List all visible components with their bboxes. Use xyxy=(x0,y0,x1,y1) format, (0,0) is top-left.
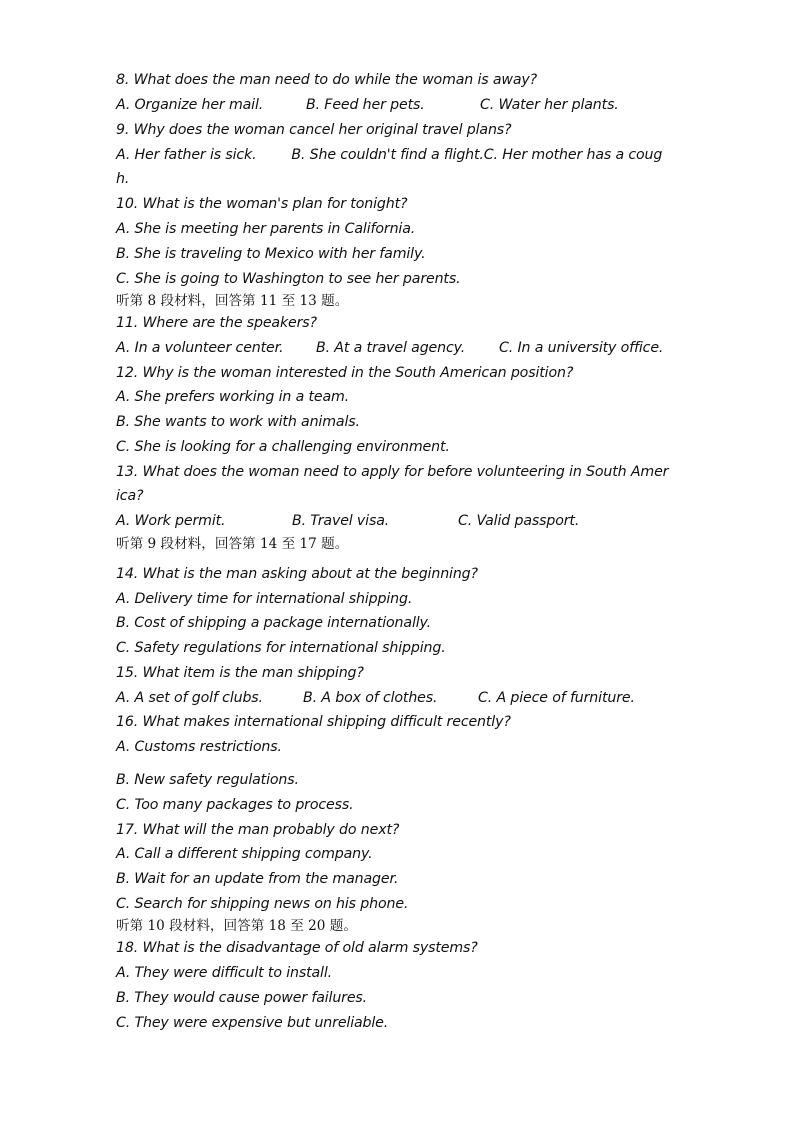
question-10-stem: 10. What is the woman's plan for tonight? xyxy=(116,196,408,212)
question-15-option-b: B. A box of clothes. xyxy=(303,690,438,706)
question-13-stem-wrap: ica? xyxy=(116,488,144,504)
question-10-option-c: C. She is going to Washington to see her parents. xyxy=(116,271,461,287)
question-16-option-a: A. Customs restrictions. xyxy=(116,739,282,755)
question-10-option-a: A. She is meeting her parents in California. xyxy=(116,221,416,237)
question-11-option-a: A. In a volunteer center. xyxy=(116,340,284,356)
question-12-option-a: A. She prefers working in a team. xyxy=(116,389,350,405)
question-8-option-c: C. Water her plants. xyxy=(480,97,619,113)
question-14-option-a: A. Delivery time for international shipping. xyxy=(116,591,413,607)
question-9-options: A. Her father is sick. B. She couldn't find a flight.C. Her mother has a coug xyxy=(116,147,663,163)
question-11-option-c: C. In a university office. xyxy=(499,340,664,356)
question-11-stem: 11. Where are the speakers? xyxy=(116,315,317,331)
question-12-stem: 12. Why is the woman interested in the South American position? xyxy=(116,365,574,381)
question-12-option-b: B. She wants to work with animals. xyxy=(116,414,360,430)
question-13-option-b: B. Travel visa. xyxy=(292,513,390,529)
question-8-stem: 8. What does the man need to do while the woman is away? xyxy=(116,72,538,88)
question-14-option-c: C. Safety regulations for international shipping. xyxy=(116,640,446,656)
question-17-option-b: B. Wait for an update from the manager. xyxy=(116,871,399,887)
question-18-option-b: B. They would cause power failures. xyxy=(116,990,368,1006)
question-11-option-b: B. At a travel agency. xyxy=(316,340,466,356)
question-12-option-c: C. She is looking for a challenging environment. xyxy=(116,439,450,455)
question-18-stem: 18. What is the disadvantage of old alarm systems? xyxy=(116,940,478,956)
question-17-option-c: C. Search for shipping news on his phone. xyxy=(116,896,409,912)
section-8-instruction: 听第 8 段材料，回答第 11 至 13 题。 xyxy=(116,293,349,309)
question-16-stem: 16. What makes international shipping difficult recently? xyxy=(116,714,511,730)
question-18-option-c: C. They were expensive but unreliable. xyxy=(116,1015,389,1031)
question-13-option-a: A. Work permit. xyxy=(116,513,226,529)
section-9-instruction: 听第 9 段材料，回答第 14 至 17 题。 xyxy=(116,536,349,552)
question-15-stem: 15. What item is the man shipping? xyxy=(116,665,364,681)
question-13-option-c: C. Valid passport. xyxy=(458,513,580,529)
question-16-option-b: B. New safety regulations. xyxy=(116,772,299,788)
question-18-option-a: A. They were difficult to install. xyxy=(116,965,332,981)
question-9-stem: 9. Why does the woman cancel her original travel plans? xyxy=(116,122,512,138)
question-15-option-a: A. A set of golf clubs. xyxy=(116,690,263,706)
question-9-option-wrap: h. xyxy=(116,171,130,187)
question-17-option-a: A. Call a different shipping company. xyxy=(116,846,373,862)
question-16-option-c: C. Too many packages to process. xyxy=(116,797,354,813)
question-8-option-b: B. Feed her pets. xyxy=(306,97,425,113)
question-8-option-a: A. Organize her mail. xyxy=(116,97,264,113)
question-17-stem: 17. What will the man probably do next? xyxy=(116,822,400,838)
question-14-option-b: B. Cost of shipping a package internationally. xyxy=(116,615,432,631)
question-13-stem: 13. What does the woman need to apply for before volunteering in South Amer xyxy=(116,464,669,480)
question-15-option-c: C. A piece of furniture. xyxy=(478,690,635,706)
question-14-stem: 14. What is the man asking about at the beginning? xyxy=(116,566,478,582)
section-10-instruction: 听第 10 段材料，回答第 18 至 20 题。 xyxy=(116,918,357,934)
question-10-option-b: B. She is traveling to Mexico with her family. xyxy=(116,246,426,262)
